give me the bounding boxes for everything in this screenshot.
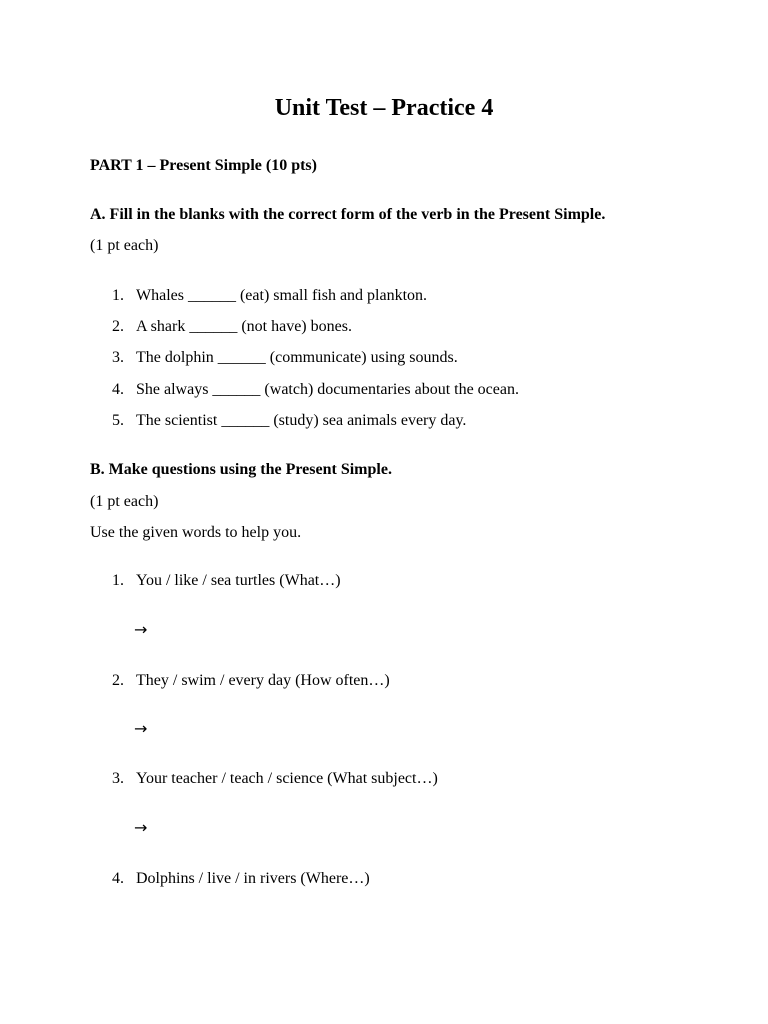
section-b-points: (1 pt each) [90, 493, 159, 510]
section-a-points: (1 pt each) [90, 237, 159, 254]
item-text: She always ______ (watch) documentaries about the ocean. [136, 381, 519, 398]
item-number: 2. [112, 672, 124, 689]
section-b-instruction: B. Make questions using the Present Simple. [90, 461, 392, 478]
arrow-icon: → [134, 818, 148, 837]
item-number: 4. [112, 381, 124, 398]
item-text: A shark ______ (not have) bones. [136, 318, 352, 335]
item-text: The dolphin ______ (communicate) using sounds. [136, 349, 458, 366]
item-number: 3. [112, 349, 124, 366]
arrow-icon: → [134, 719, 148, 738]
item-number: 1. [112, 287, 124, 304]
item-number: 2. [112, 318, 124, 335]
part-1-heading: PART 1 – Present Simple (10 pts) [90, 157, 317, 174]
item-text: The scientist ______ (study) sea animals every day. [136, 412, 467, 429]
item-text: Dolphins / live / in rivers (Where…) [136, 870, 370, 887]
item-number: 1. [112, 572, 124, 589]
item-text: You / like / sea turtles (What…) [136, 572, 341, 589]
section-b-hint: Use the given words to help you. [90, 524, 302, 541]
arrow-icon: → [134, 620, 148, 639]
page-title: Unit Test – Practice 4 [274, 95, 494, 121]
item-number: 3. [112, 770, 124, 787]
section-a-instruction: A. Fill in the blanks with the correct form of the verb in the Present Simple. [90, 206, 606, 223]
item-text: They / swim / every day (How often…) [136, 672, 390, 689]
item-text: Whales ______ (eat) small fish and plankton. [136, 287, 428, 304]
item-number: 5. [112, 412, 124, 429]
item-number: 4. [112, 870, 124, 887]
item-text: Your teacher / teach / science (What subject…) [136, 770, 438, 787]
